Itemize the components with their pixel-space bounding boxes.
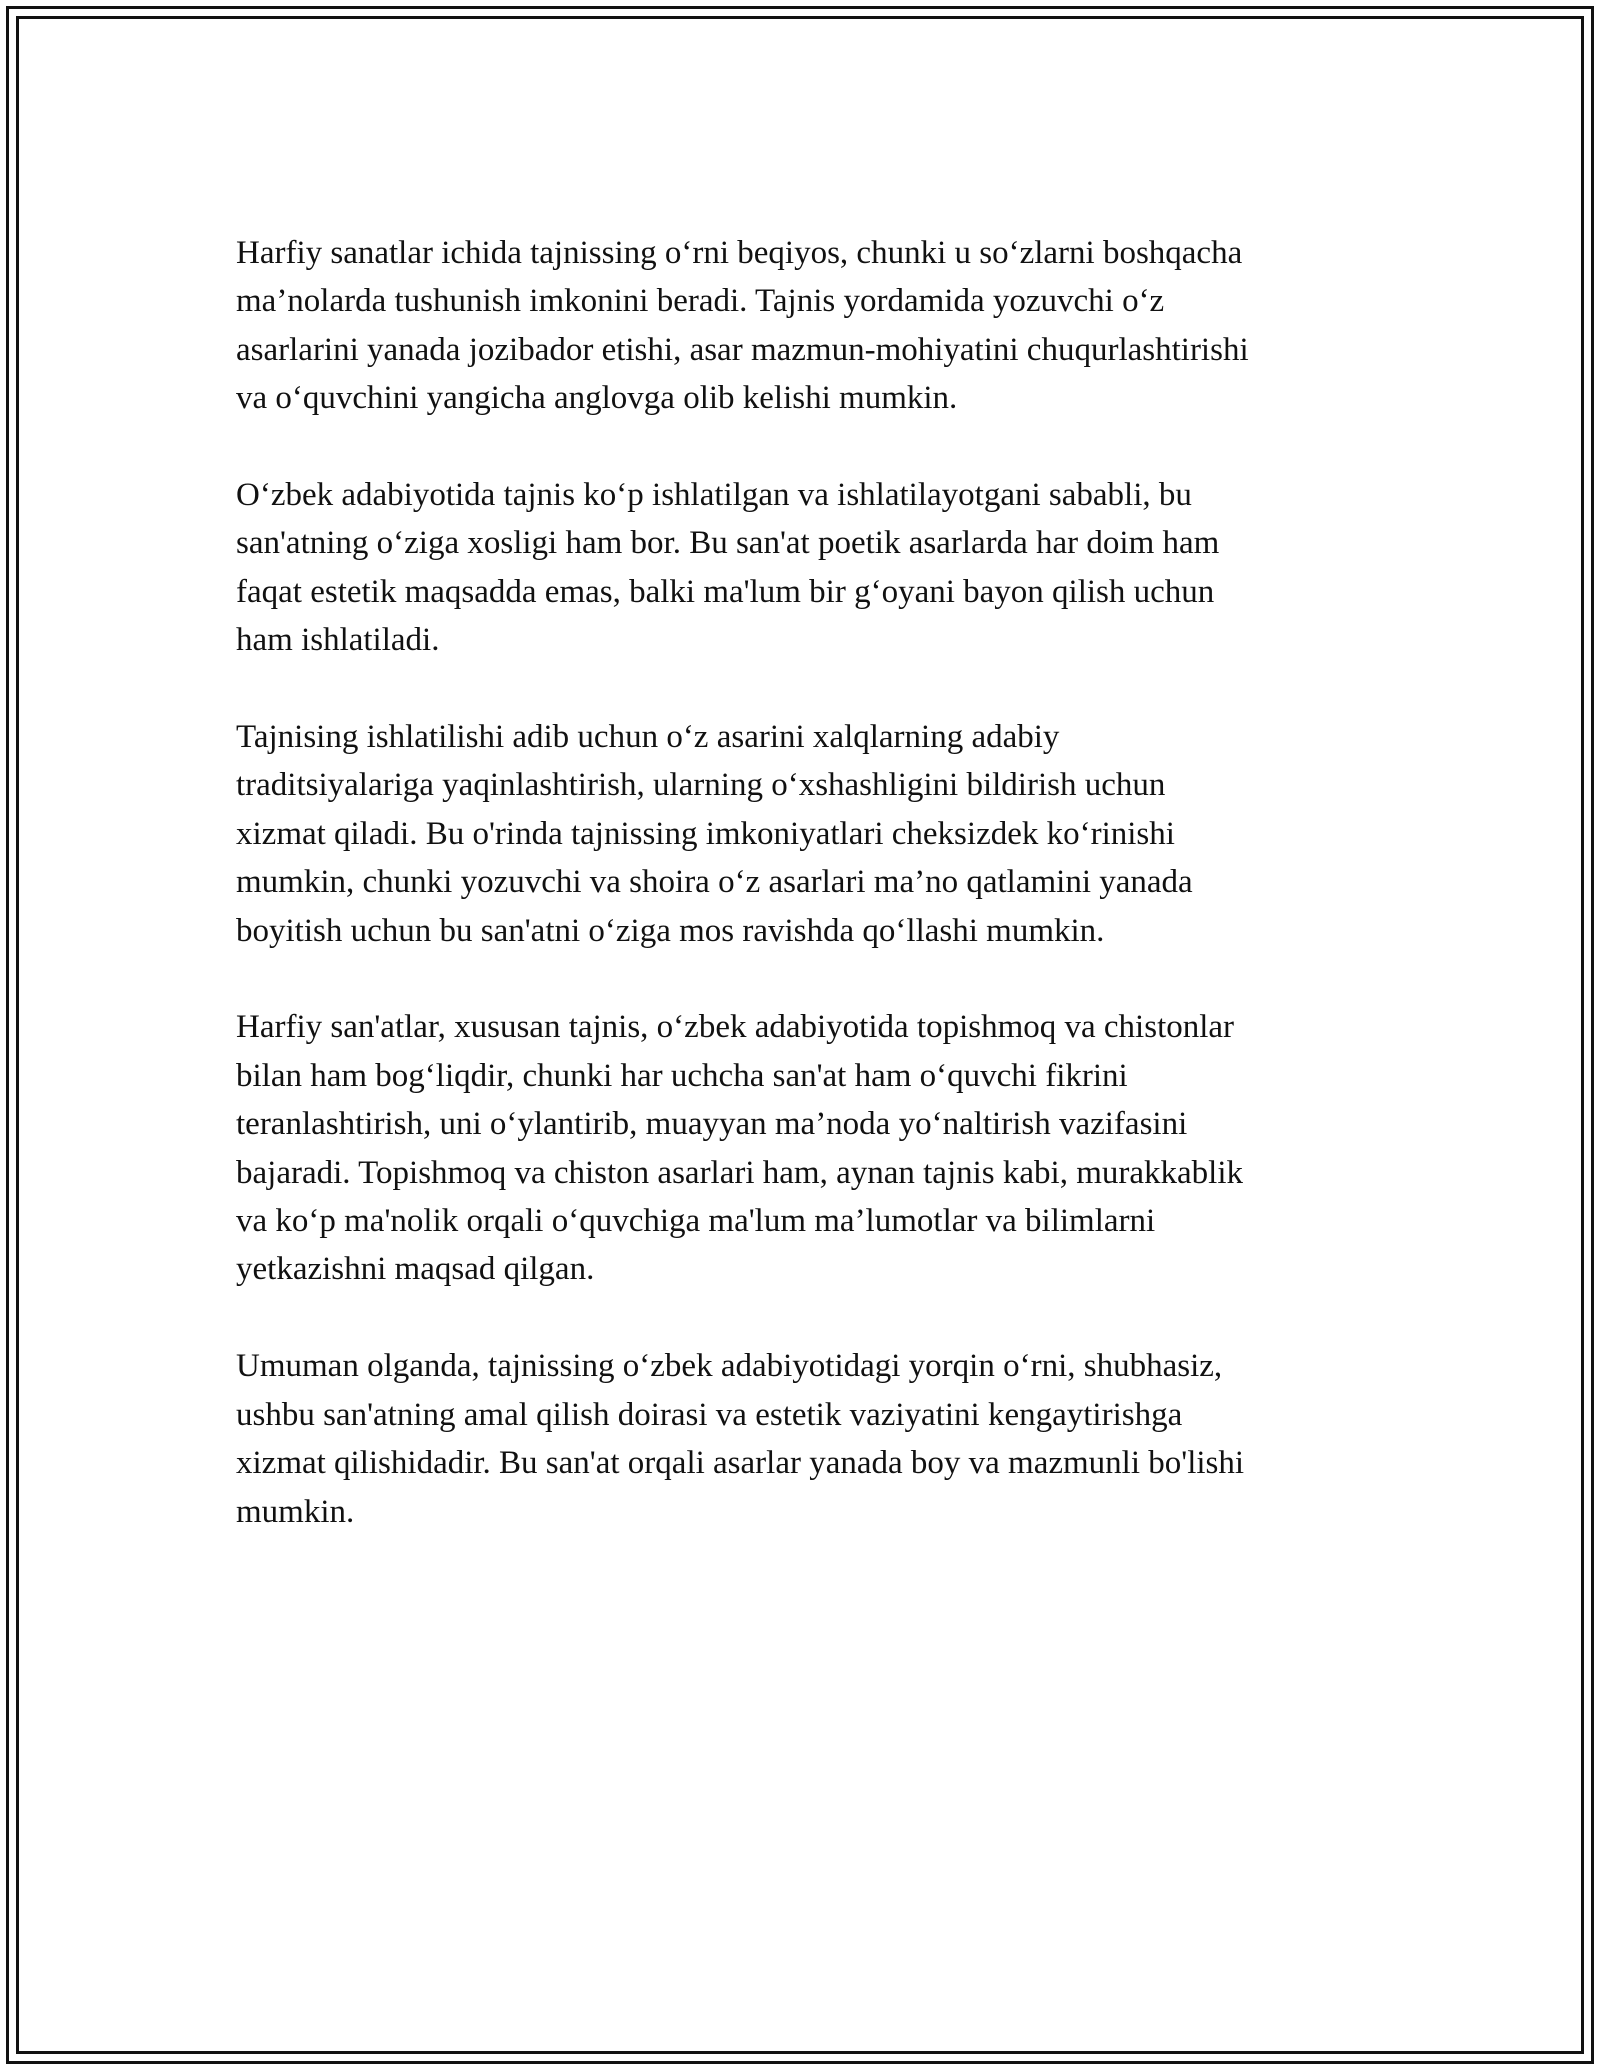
paragraph-5: Umuman olganda, tajnissing o‘zbek adabiyotidagi yorqin o‘rni, shubhasiz, ushbu san'atning amal qilish doirasi va estetik vaziyatini kengaytirishga xizmat qilishidadir. Bu san'at orqali asarlar yanada boy va mazmunli bo'lishi mumkin. — [236, 1348, 1245, 1530]
paragraph-2: O‘zbek adabiyotida tajnis ko‘p ishlatilgan va ishlatilayotgani sababli, bu san'atning o‘ziga xosligi ham bor. Bu san'at poetik asarlarda har doim ham faqat estetik maqsadda emas, balki ma'lum bir g‘oyani bayon qilish uchun ham ishlatiladi. — [236, 477, 1220, 659]
paragraph-4: Harfiy san'atlar, xususan tajnis, o‘zbek adabiyotida topishmoq va chistonlar bilan ham bog‘liqdir, chunki har uchcha san'at ham o‘quvchi fikrini teranlashtirish, uni o‘ylantirib, muayyan ma’noda yo‘naltirish vazifasini bajaradi. Topishmoq va chiston asarlari ham, aynan tajnis kabi, murakkablik va ko‘p ma'nolik orqali o‘quvchiga ma'lum ma’lumotlar va bilimlarni yetkazishni maqsad qilgan. — [236, 1009, 1243, 1288]
paragraph-3: Tajnising ishlatilishi adib uchun o‘z asarini xalqlarning adabiy traditsiyalariga yaqinlashtirish, ularning o‘xshashligini bildirish uchun xizmat qiladi. Bu o'rinda tajnissing imkoniyatlari cheksizdek ko‘rinishi mumkin, chunki yozuvchi va shoira o‘z asarlari ma’no qatlamini yanada boyitish uchun bu san'atni o‘ziga mos ravishda qo‘llashi mumkin. — [236, 719, 1193, 949]
document-body — [236, 229, 1366, 1584]
paragraph-1: Harfiy sanatlar ichida tajnissing o‘rni beqiyos, chunki u so‘zlarni boshqacha ma’nolarda tushunish imkonini beradi. Tajnis yordamida yozuvchi o‘z asarlarini yanada jozibador etishi, asar mazmun-mohiyatini chuqurlashtirishi va o‘quvchini yangicha anglovga olib kelishi mumkin. — [236, 235, 1249, 417]
